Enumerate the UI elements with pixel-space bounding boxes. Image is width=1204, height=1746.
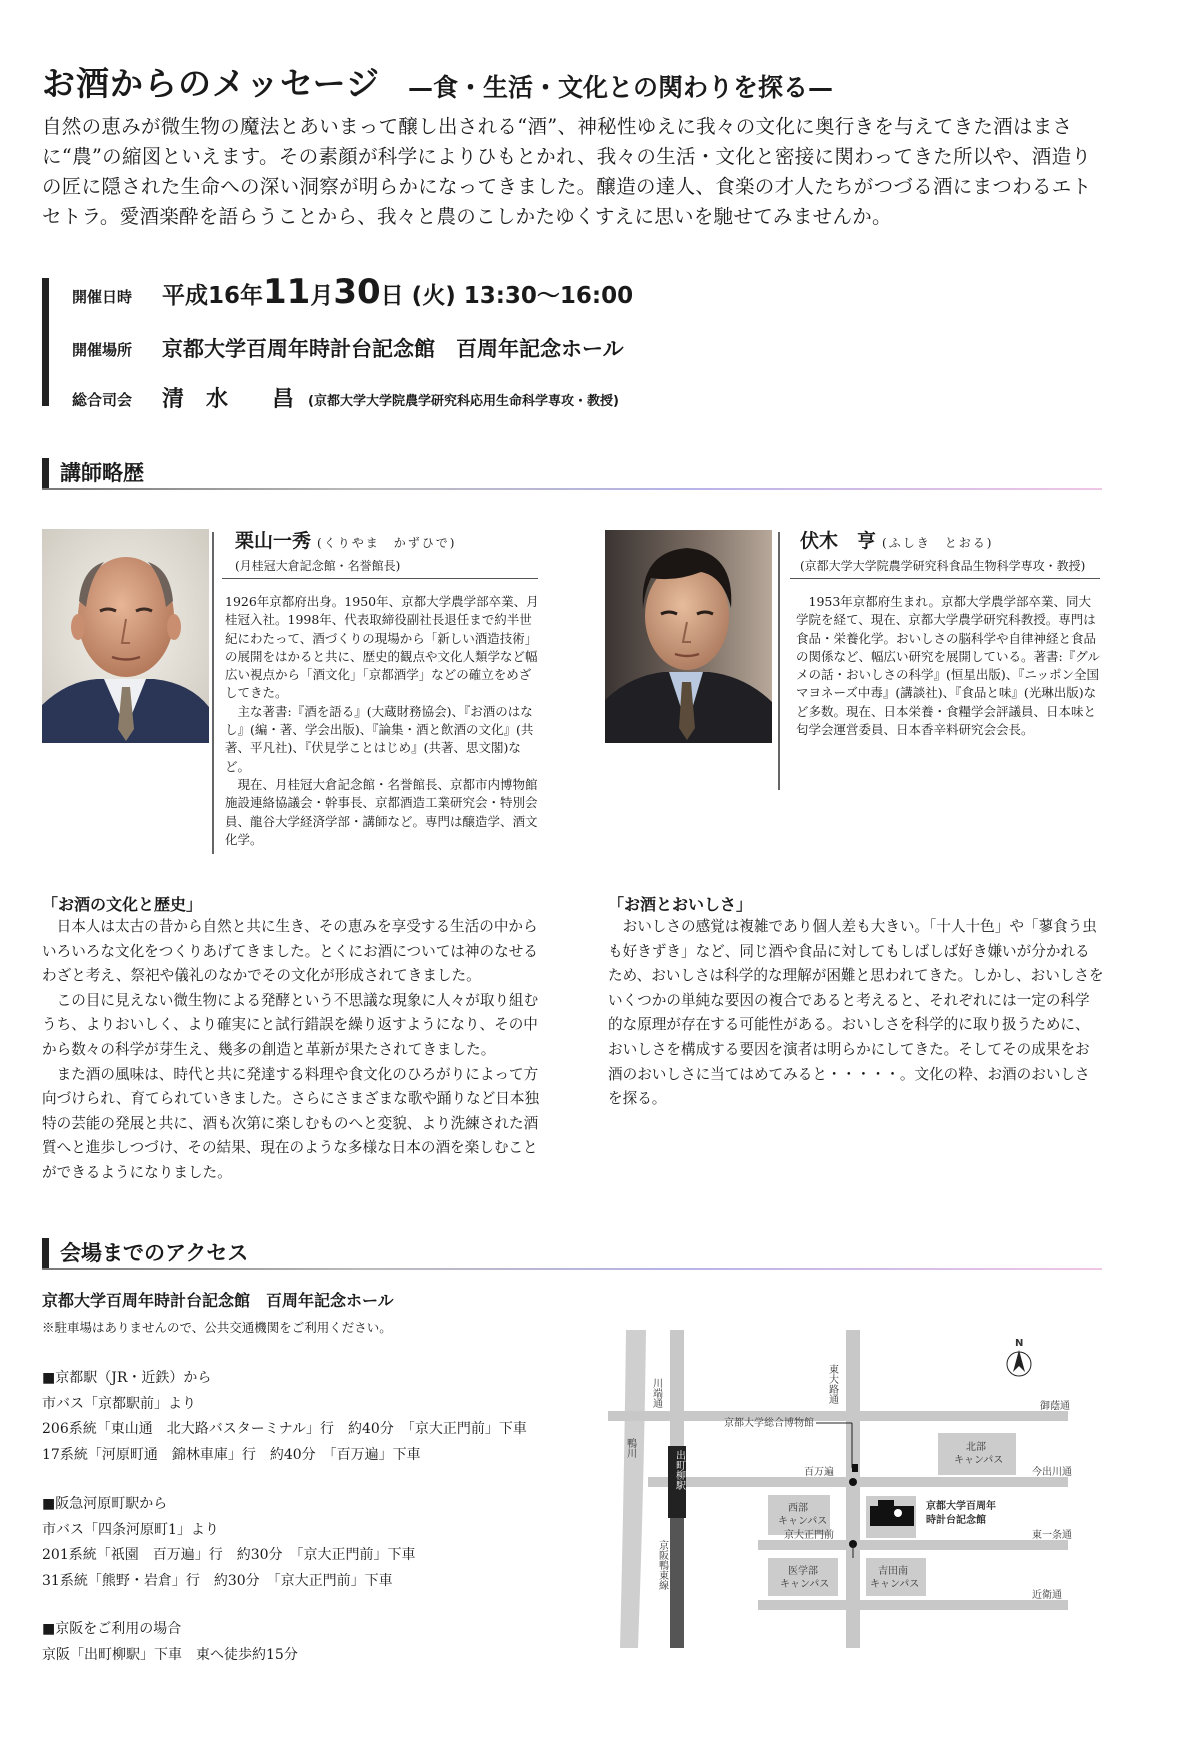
page-title: お酒からのメッセージ <box>42 64 381 103</box>
label-med-campus-1: 医学部 <box>788 1566 818 1577</box>
label-kamo-river: 鴨川 <box>624 1438 636 1458</box>
label-higashiichijo: 東一条通 <box>1032 1530 1072 1541</box>
hyakumanben-stop <box>849 1478 857 1486</box>
section-bar <box>42 458 49 488</box>
section-divider <box>42 1268 1102 1270</box>
lecturer-b-name <box>800 526 993 553</box>
access-section-title: 会場までのアクセス <box>60 1240 249 1265</box>
intro-paragraph: 自然の恵みが微生物の魔法とあいまって醸し出される“酒”、神秘性ゆえに我々の文化に奥行きを与えてきた酒はまさに“農”の縮図といえます。その素顔が科学によりひもとかれ、我々の生活・文化と密接に関わってきた所以や、酒造りの匠に隠された生命への深い洞察が明らかになってきました。醸造の達人、食楽の才人たちがつづる酒にまつわるエトセトラ。愛酒楽酔を語らうことから、我々と農のこしかたゆくすえに思いを馳せてみませんか。 <box>42 115 1092 228</box>
route-line: 京阪「出町柳駅」下車 東へ徒歩約15分 <box>42 1646 298 1663</box>
route-line: 201系統「祇園 百万遍」行 約30分 「京大正門前」下車 <box>42 1547 416 1563</box>
lecturer-b-bio <box>796 593 1103 739</box>
med-campus <box>768 1558 838 1596</box>
route-line: 206系統「東山通 北大路バスターミナル」行 約40分 「京大正門前」下車 <box>42 1421 527 1437</box>
label-clocktower-2: 時計台記念館 <box>926 1515 986 1526</box>
north-label: N <box>1015 1338 1024 1349</box>
lecturers-section-header <box>42 456 1102 490</box>
mikage-road <box>608 1411 1068 1421</box>
date-month: 11 <box>263 272 311 312</box>
route-head: ■京都駅（JR・近鉄）から <box>42 1370 212 1386</box>
label-konoe: 近衛通 <box>1032 1590 1062 1601</box>
label-museum: 京都大学総合博物館 <box>724 1418 814 1429</box>
higashiichijo-road <box>758 1540 1068 1550</box>
route-line: 31系統「熊野・岩倉」行 約30分 「京大正門前」下車 <box>42 1572 393 1589</box>
lecturer-b-rule <box>790 578 1100 579</box>
info-bar <box>42 278 49 406</box>
host-affiliation: (京都大学大学院農学研究科応用生命科学専攻・教授) <box>308 394 619 409</box>
lecturers-section-title: 講師略歴 <box>60 460 144 485</box>
label-yoshida-2: キャンパス <box>870 1579 920 1590</box>
label-north-campus-1: 北部 <box>966 1442 986 1453</box>
lecturer-a-bio-p3: 現在、月桂冠大倉記念館・名誉館長、京都市内博物館施設連絡協議会・幹事長、京都酒造工業研究会・特別会員、龍谷大学経済学部・講師など。専門は醸造学、酒文化学。 <box>225 776 538 847</box>
route-line: 市バス「京都駅前」より <box>42 1395 196 1412</box>
parking-note: ※駐車場はありませんので、公共交通機関をご利用ください。 <box>42 1320 392 1335</box>
lecturer-b-title: (京都大学大学院農学研究科食品生物科学専攻・教授) <box>800 559 1086 573</box>
route-head: ■京阪をご利用の場合 <box>42 1621 182 1637</box>
lecturer-a-reading: (くりやま かずひで) <box>317 536 457 550</box>
museum-bldg <box>852 1464 858 1472</box>
lecturer-a-bio-p2: 主な著書:『酒を語る』(大蔵財務協会)、『お酒のはなし』(編・著、学会出版)、『論集・酒と飲酒の文化』(共著、平凡社)、『伏見学ことはじめ』(共著、思文閣)など。 <box>225 703 534 774</box>
lecturer-a-name-text: 栗山一秀 <box>235 530 312 552</box>
clock-face <box>894 1509 902 1517</box>
lecturer-a-name <box>235 526 456 553</box>
topic-a-heading: 「お酒の文化と歴史」 <box>42 895 203 914</box>
label-hyakumanben: 百万遍 <box>804 1467 834 1478</box>
lecturer-a-rule <box>222 578 538 579</box>
lecturer-b-vline <box>778 532 780 790</box>
lecturer-a-photo <box>42 529 209 743</box>
lecturer-b-name-text: 伏木 亨 <box>800 530 877 552</box>
host-name: 清 水 昌 <box>162 387 295 412</box>
topic-a-p1: 日本人は太古の昔から自然と共に生き、その恵みを享受する生活の中からいろいろな文化をつくりあげてきました。とくにお酒については神のなせるわざと考え、祭祀や儀礼のなかでその文化が形成されてきました。 <box>42 918 538 985</box>
section-bar <box>42 1238 49 1268</box>
label-imadegawa: 今出川通 <box>1032 1467 1072 1478</box>
venue-value: 京都大学百周年時計台記念館 百周年記念ホール <box>162 337 624 361</box>
topic-a-p2: この目に見えない微生物による発酵という不思議な現象に人々が取り組むうち、よりおいしく、より確実にと試行錯誤を繰り返すようになり、その中から数々の科学が芽生え、幾多の創造と革新が果たされてきました。 <box>42 991 539 1058</box>
label-clocktower-1: 京都大学百周年 <box>926 1501 996 1512</box>
event-date <box>162 272 633 312</box>
date-era: 平成16年 <box>162 283 264 309</box>
topic-b-p1: おいしさの感覚は複雑であり個人差も大きい。「十人十色」や「蓼食う虫も好きずき」など、同じ酒や食品に対してもしばしば好き嫌いが分かれるため、おいしさは科学的な理解が困難と思われてきた。しかし、おいしさをいくつかの単純な要因の複合であると考えると、それぞれには一定の科学的な原理が存在する可能性がある。おいしさを科学的に取り扱うために、おいしさを構成する要因を演者は明らかにしてきた。そしてその成果をお酒のおいしさに当てはめてみると・・・・・。文化の粋、お酒のおいしさを探る。 <box>608 918 1104 1108</box>
lecturer-b-bio-p1: 1953年京都府生まれ。京都大学農学部卒業、同大学院を経て、現在、京都大学農学研究科教授。専門は食品・栄養化学。おいしさの脳科学や自律神経と食品の関係など、幅広い研究を展開している。著書:『グルメの話・おいしさの科学』(恒星出版)、『ニッポン全国マヨネーズ中毒』(講談社)、『食品と味』(光琳出版)など多数。現在、日本栄養・食糧学会評議員、日本味と匂学会運営委員、日本香辛料研究会会長。 <box>796 594 1100 738</box>
access-map <box>608 1318 1108 1658</box>
label-yoshida-1: 吉田南 <box>878 1566 908 1577</box>
label-station: 出町柳駅 <box>673 1450 685 1490</box>
route-group-hankyu <box>42 1492 416 1594</box>
north-campus <box>938 1433 1016 1475</box>
label-west-campus-2: キャンパス <box>778 1516 828 1527</box>
konoe-road <box>758 1600 1068 1610</box>
label-higashioji: 東大路通 <box>826 1364 838 1404</box>
route-line: 17系統「河原町通 錦林車庫」行 約40分 「百万遍」下車 <box>42 1446 421 1463</box>
label-keihan: 京阪鴨東線 <box>656 1540 668 1590</box>
west-campus <box>768 1495 830 1535</box>
label-seimonmae: 京大正門前 <box>784 1530 834 1541</box>
lecturer-a-bio-p1: 1926年京都府出身。1950年、京都大学農学部卒業、月桂冠入社。1998年、代表取締役副社長退任まで約半世紀にわたって、酒づくりの現場から「新しい酒造技術」の展開をはかると共に、歴史的観点や文化人類学など幅広い視点から「酒文化」「京都酒学」などの確立をめざしてきた。 <box>225 594 539 701</box>
lecturer-a-bio <box>225 593 540 849</box>
route-group-keihan <box>42 1617 298 1668</box>
lecturer-b-reading: (ふしき とおる) <box>882 536 994 550</box>
venue-label: 開催場所 <box>72 341 133 359</box>
lecturer-a-title: (月桂冠大倉記念館・名誉館長) <box>235 559 401 573</box>
section-divider <box>42 488 1102 490</box>
imadegawa-road <box>648 1477 1068 1487</box>
route-line: 市バス「四条河原町1」より <box>42 1521 219 1538</box>
date-month-unit: 月 <box>310 283 334 309</box>
access-section-header <box>42 1236 1102 1270</box>
label-kawabata: 川端通 <box>650 1378 662 1408</box>
access-venue: 京都大学百周年時計台記念館 百周年記念ホール <box>42 1291 394 1310</box>
lecturer-b-photo <box>605 530 772 743</box>
topic-a-body <box>42 915 542 1186</box>
date-time: 日 (火) 13:30〜16:00 <box>380 283 634 309</box>
page-subtitle: —食・生活・文化との関わりを探る— <box>408 73 834 102</box>
label-med-campus-2: キャンパス <box>780 1579 830 1590</box>
label-west-campus-1: 西部 <box>788 1503 808 1514</box>
host-label: 総合司会 <box>72 391 133 409</box>
route-group-kyoto-station <box>42 1366 527 1468</box>
label-north-campus-2: キャンパス <box>954 1455 1004 1466</box>
yoshida-south-campus <box>866 1558 926 1596</box>
topic-a-p3: また酒の風味は、時代と共に発達する料理や食文化のひろがりによって方向づけられ、育てられていきました。さらにさまざまな歌や踊りなど日本独特の芸能の発展と共に、酒も次第に楽しむものへと変貌、より洗練された酒質へと進歩しつづけ、その結果、現在のような多様な日本の酒を楽しむことができるようになりました。 <box>42 1065 540 1181</box>
topic-b-body <box>608 915 1104 1112</box>
topic-b-heading: 「お酒とおいしさ」 <box>608 895 753 914</box>
route-head: ■阪急河原町駅から <box>42 1496 168 1512</box>
date-label: 開催日時 <box>72 288 133 306</box>
clocktower-wing <box>878 1500 894 1510</box>
date-day: 30 <box>333 272 381 312</box>
lecturer-a-vline <box>212 532 214 854</box>
label-mikage: 御蔭通 <box>1040 1401 1070 1412</box>
